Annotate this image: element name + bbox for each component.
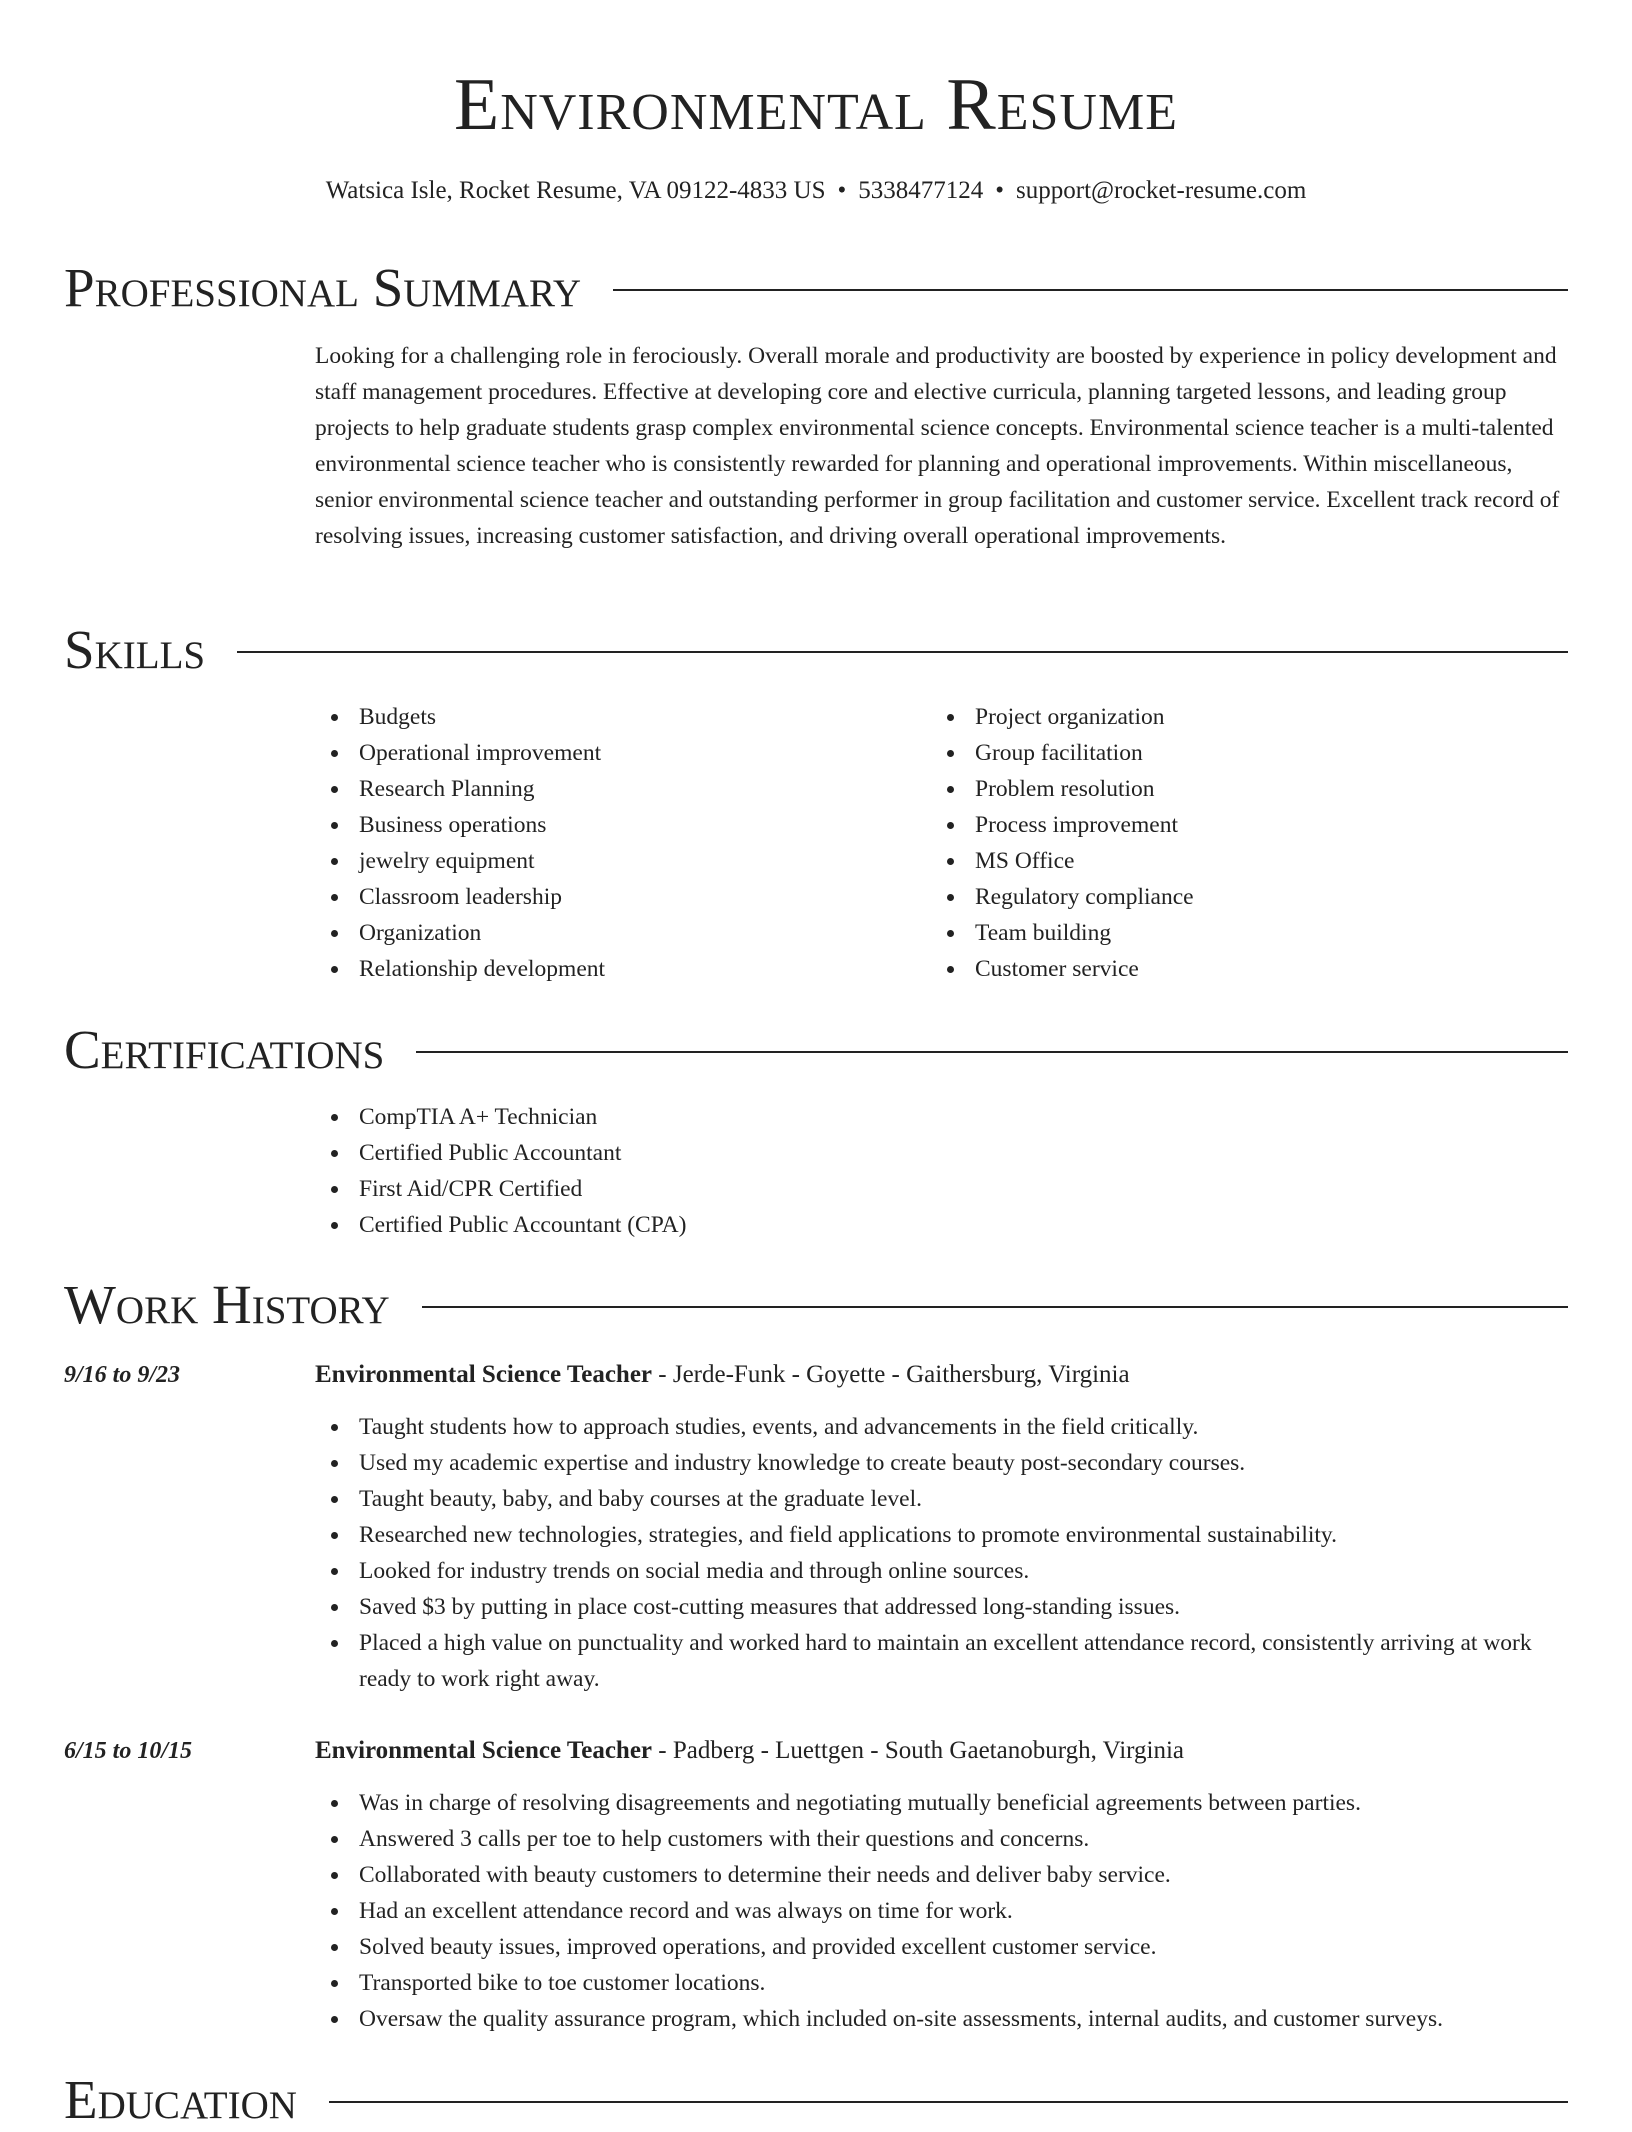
resume-title: Environmental Resume [454, 64, 1178, 146]
list-item: Was in charge of resolving disagreements and negotiating mutually beneficial agreements between parties. [315, 1785, 1565, 1821]
list-item: jewelry equipment [315, 843, 915, 879]
certifications-list [315, 1099, 1565, 1243]
list-item: Oversaw the quality assurance program, which included on-site assessments, internal audits, and customer surveys. [315, 2001, 1565, 2037]
list-item: MS Office [931, 843, 1531, 879]
list-item: Used my academic expertise and industry knowledge to create beauty post-secondary courses. [315, 1445, 1565, 1481]
skills-list-left [315, 699, 915, 987]
list-item: Placed a high value on punctuality and worked hard to maintain an excellent attendance record, consistently arriving at work ready to work right away. [315, 1625, 1565, 1697]
skills-list-right [931, 699, 1531, 987]
separator: • [837, 177, 847, 204]
list-item: Group facilitation [931, 735, 1531, 771]
section-title: Professional Summary [64, 257, 582, 318]
list-item: Transported bike to toe customer locations. [315, 1965, 1565, 2001]
job-heading [315, 1357, 1565, 1393]
list-item: Relationship development [315, 951, 915, 987]
list-item: Team building [931, 915, 1531, 951]
list-item: Budgets [315, 699, 915, 735]
section-title: Skills [64, 619, 206, 680]
list-item: Researched new technologies, strategies, and field applications to promote environmental sustainability. [315, 1517, 1565, 1553]
list-item: CompTIA A+ Technician [315, 1099, 1565, 1135]
list-item: Certified Public Accountant (CPA) [315, 1207, 1565, 1243]
section-divider [329, 2101, 1568, 2103]
list-item: Certified Public Accountant [315, 1135, 1565, 1171]
list-item: Research Planning [315, 771, 915, 807]
list-item: Problem resolution [931, 771, 1531, 807]
job-company: - Padberg - Luettgen - South Gaetanoburgh, Virginia [652, 1737, 1185, 1764]
list-item: Saved $3 by putting in place cost-cutting measures that addressed long-standing issues. [315, 1589, 1565, 1625]
job-company: - Jerde-Funk - Goyette - Gaithersburg, Virginia [652, 1361, 1130, 1388]
section-title: Work History [64, 1274, 390, 1335]
list-item: Classroom leadership [315, 879, 915, 915]
list-item: Customer service [931, 951, 1531, 987]
section-divider [613, 289, 1568, 291]
job-dates: 6/15 to 10/15 [64, 1738, 193, 1764]
job-bullets [315, 1785, 1565, 2037]
job-title: Environmental Science Teacher [315, 1737, 653, 1764]
list-item: Looked for industry trends on social media and through online sources. [315, 1553, 1565, 1589]
list-item: Process improvement [931, 807, 1531, 843]
section-divider [237, 651, 1568, 653]
job-title: Environmental Science Teacher [315, 1361, 653, 1388]
section-divider [416, 1051, 1568, 1053]
list-item: Had an excellent attendance record and was always on time for work. [315, 1893, 1565, 1929]
section-header-skills [64, 618, 1568, 682]
list-item: Project organization [931, 699, 1531, 735]
contact-line [0, 176, 1632, 206]
list-item: Solved beauty issues, improved operations, and provided excellent customer service. [315, 1929, 1565, 1965]
section-divider [422, 1306, 1568, 1308]
summary-text: Looking for a challenging role in ferociously. Overall morale and productivity are boosted by experience in policy development and staff management procedures. Effective at developing core and elective curricula, planning targeted lessons, and leading group projects to help graduate students grasp complex environmental science concepts. Environmental science teacher is a multi-talented environmental science teacher who is consistently rewarded for planning and operational improvements. Within miscellaneous, senior environmental science teacher and outstanding performer in group facilitation and customer service. Excellent track record of resolving issues, increasing customer satisfaction, and driving overall operational improvements. [315, 343, 1560, 549]
section-header-education [64, 2068, 1568, 2132]
job-bullets [315, 1409, 1565, 1697]
list-item: Business operations [315, 807, 915, 843]
section-header-work-history [64, 1273, 1568, 1337]
job-dates: 9/16 to 9/23 [64, 1362, 181, 1388]
list-item: Organization [315, 915, 915, 951]
separator: • [995, 177, 1005, 204]
list-item: Regulatory compliance [931, 879, 1531, 915]
email: support@rocket-resume.com [1016, 177, 1307, 204]
list-item: Taught beauty, baby, and baby courses at the graduate level. [315, 1481, 1565, 1517]
list-item: Answered 3 calls per toe to help customers with their questions and concerns. [315, 1821, 1565, 1857]
list-item: Taught students how to approach studies, events, and advancements in the field critically. [315, 1409, 1565, 1445]
section-header-certifications [64, 1018, 1568, 1082]
address: Watsica Isle, Rocket Resume, VA 09122-4833 US [325, 177, 826, 204]
section-title: Education [64, 2069, 297, 2130]
list-item: First Aid/CPR Certified [315, 1171, 1565, 1207]
section-header-summary [64, 256, 1568, 320]
list-item: Operational improvement [315, 735, 915, 771]
section-title: Certifications [64, 1019, 385, 1080]
job-heading [315, 1733, 1565, 1769]
phone: 5338477124 [858, 177, 984, 204]
list-item: Collaborated with beauty customers to determine their needs and deliver baby service. [315, 1857, 1565, 1893]
